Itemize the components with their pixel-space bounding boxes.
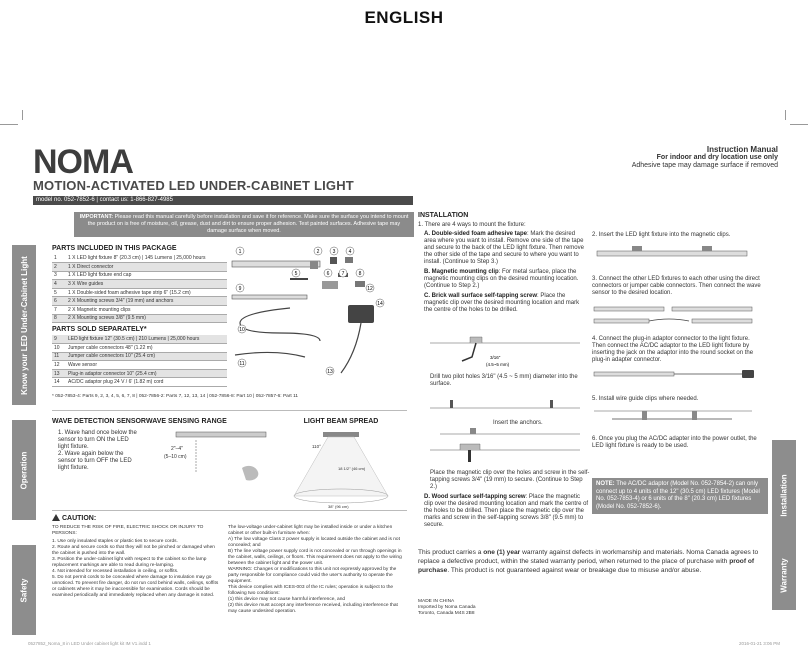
installation-methods xyxy=(418,222,586,314)
table-row: 9 LED light fixture 12" (30.5 cm) | 210 Lumens | 25,000 hours xyxy=(52,335,227,344)
fixture-illustration xyxy=(594,319,649,323)
beam-width: 38" (96 cm) xyxy=(328,504,349,509)
note-text: The AC/DC adaptor (Model No. 052-7854-2) can only connect up to 4 units of the 12" (30.5 cm) LED fixtures (Model No. 052-7853-4) or 6 units of the 8" (20.3 cm) LED fixtures (Model No. 052-7852-6). xyxy=(596,481,760,510)
model-bar: model no. 052-7852-6 | contact us: 1-866-827-4985 xyxy=(33,196,413,205)
safety-col2 xyxy=(228,525,406,615)
anchor-icon xyxy=(450,400,453,408)
table-row: 10 Jumper cable connectors 48" (1.22 m) xyxy=(52,344,227,353)
operation-step-1: 1. Wave hand once below the sensor to turn ON the LED light fixture. xyxy=(58,430,137,450)
figure-number-14-label: 14 xyxy=(377,301,383,307)
wave-range-diagram xyxy=(146,430,270,510)
caution-heading: CAUTION: xyxy=(52,514,96,522)
step2-illustration xyxy=(592,243,762,268)
figure-number-2-label: 2 xyxy=(316,249,320,255)
made-in-line: Imported by Noma Canada xyxy=(418,605,476,610)
manual-line2: Adhesive tape may damage surface if removed xyxy=(631,162,778,169)
led-fixture-8-illustration xyxy=(232,261,320,267)
drill-metric: (4.5~5 mm) xyxy=(486,362,510,367)
noma-logo xyxy=(33,146,168,176)
range-value: 2"–4" xyxy=(171,446,183,452)
table-row: 13 Plug-in adaptor connector 10" (25.4 cm) xyxy=(52,369,227,378)
important-text: Please read this manual carefully before installation and save it for reference. Make sure the surface you intend to mount the product on is free of moisture, oil, grease, dust and dirt to ensure proper adhesion. Test painted surfaces. Adhesive tape may damage surface when moved. xyxy=(87,214,409,234)
jumper-cable-illustration xyxy=(649,319,689,321)
wire-guide-illustration xyxy=(692,411,697,420)
table-row: 11 Jumper cable connectors 10" (25.4 cm) xyxy=(52,352,227,361)
parts-sold-table xyxy=(52,335,227,387)
clip-illustration xyxy=(632,246,642,251)
beam-spread-heading: LIGHT BEAM SPREAD xyxy=(303,418,379,425)
clip-illustration xyxy=(460,444,480,450)
safety-paragraph: WARNING: Changes or modifications to this unit not expressly approved by the party responsible for compliance could void the user's authority to operate the equipment. xyxy=(228,567,397,584)
beam-spread-diagram xyxy=(276,430,406,510)
safety-item: 3. Position the under-cabinet light with respect to the cabinet so the lamp replacement markings are able to read during re-lamping. xyxy=(52,557,207,568)
important-notice xyxy=(74,212,414,237)
screw-icon xyxy=(468,450,471,462)
note-label: NOTE: xyxy=(596,481,615,487)
wave-sensor-heading: WAVE DETECTION SENSOR xyxy=(52,418,146,425)
adaptor-cord-illustration xyxy=(341,323,361,373)
print-footer-left: 0527852_Noma_8 in LED Under cabinet light kit IM V1.indd 1 xyxy=(28,641,151,646)
table-row: 14 AC/DC adaptor plug 24 V / 6' (1.82 m) cord xyxy=(52,378,227,387)
safety-paragraph: (2) this device must accept any interference received, including interference that may cause undesired operation. xyxy=(228,603,398,614)
figure-number-6-label: 6 xyxy=(326,271,330,277)
tab-warranty: Warranty xyxy=(772,540,796,610)
anchor-illustration xyxy=(430,396,580,441)
table-row: 7 2 X Magnetic mounting clips xyxy=(52,306,227,315)
logo-text: NOMA xyxy=(33,146,133,176)
divider xyxy=(52,410,407,411)
table-row: 3 1 X LED light fixture end cap xyxy=(52,271,227,280)
fixture-illustration xyxy=(672,307,752,311)
step5-illustration xyxy=(592,405,762,427)
anchor-icon xyxy=(550,400,553,408)
figure-number-13-label: 13 xyxy=(327,369,333,375)
fixture-illustration xyxy=(692,319,752,323)
clip-illustration xyxy=(470,337,482,343)
tab-installation: Installation xyxy=(772,440,796,550)
drill-text: Drill two pilot holes 3/16" (4.5 ~ 5 mm) diameter into the surface. xyxy=(430,374,578,387)
installation-intro: 1. There are 4 ways to mount the fixture: xyxy=(418,222,526,228)
parts-footnote: * 052-7853-4: Parts 9, 2, 3, 4, 5, 6, 7, 8 | 052-7856-2: Parts 7, 12, 13, 14 | 052-7856-8: Part 10 | 052-7857-6: Part 11 xyxy=(52,394,299,399)
drill-illustration xyxy=(430,333,580,373)
made-in-line: Toronto, Canada M4S 2B8 xyxy=(418,611,475,616)
figure-number-10-label: 10 xyxy=(239,327,245,333)
beam-height: 18 1/2" (46 cm) xyxy=(338,466,366,471)
method-c: C. Brick wall surface self-tapping screw: Place the magnetic clip over the desired mounting location and mark the centre of the holes to be drilled. xyxy=(424,293,580,313)
safety-paragraph: A) The low voltage Class 2 power supply is located outside the cabinet and is not concealed; and xyxy=(228,537,400,548)
operation-step-2: 2. Wave again below the sensor to turn OFF the LED light fixture. xyxy=(58,451,132,471)
safety-paragraph: The low-voltage under-cabinet light may be installed inside or under a kitchen cabinet or other built-in furniture when: xyxy=(228,525,393,536)
figure-number-7-label: 7 xyxy=(341,271,345,277)
installation-heading: INSTALLATION xyxy=(418,212,469,219)
safety-paragraph: This device complies with ICES-003 of the IC rules; operation is subject to the following two conditions: xyxy=(228,585,394,596)
figure-number-9-label: 9 xyxy=(238,286,242,292)
manual-line1: For indoor and dry location use only xyxy=(656,154,778,161)
beam-spread-panel xyxy=(276,418,406,510)
method-b: B. Magnetic mounting clip: For metal surface, place the magnetic mounting clips on the desired mounting location. (Continue to Step 2.) xyxy=(424,269,579,289)
install-step-4: 4. Connect the plug-in adaptor connector to the light fixture. Then connect the AC/DC adaptor to the LED light fixture by inserting the jack on the adaptor into the round socket on the plug-in adapter connector. xyxy=(592,336,754,363)
figure-number-12-label: 12 xyxy=(367,286,373,292)
clip-text: Place the magnetic clip over the holes and screw in the self-tapping screws 3/4" (19 mm) to secure. (Continue to Step 2.) xyxy=(430,470,590,490)
manual-header xyxy=(632,146,778,170)
language-label: ENGLISH xyxy=(364,8,444,27)
range-metric: (5–10 cm) xyxy=(164,454,187,460)
wire-guide-illustration xyxy=(345,257,353,263)
adaptor-illustration xyxy=(348,305,374,323)
made-in-block xyxy=(418,599,476,617)
made-in-line: MADE IN CHINA xyxy=(418,599,455,604)
safety-paragraph: (1) this device may not cause harmful interference, and xyxy=(228,597,346,602)
install-step-2: 2. Insert the LED light fixture into the magnetic clips. xyxy=(592,232,731,238)
wave-sensor-illustration xyxy=(355,281,365,287)
parts-included-heading: PARTS INCLUDED IN THIS PACKAGE xyxy=(52,245,177,252)
drill-size: 3/16" xyxy=(490,355,501,360)
warning-icon xyxy=(52,514,60,521)
table-row: 8 2 X Mounting screws 3/8" (9.5 mm) xyxy=(52,314,227,323)
drill-icon xyxy=(462,343,476,361)
figure-number-5-label: 5 xyxy=(294,271,298,277)
wave-range-heading: WAVE SENSING RANGE xyxy=(146,418,227,425)
print-footer-right: 2016-01-21 3:06 PM xyxy=(738,641,780,646)
safety-item: 1. Use only insulated staples or plastic ties to secure cords. xyxy=(52,539,178,544)
beam-angle: 110° xyxy=(312,444,321,449)
figure-number-1-label: 1 xyxy=(238,249,242,255)
tab-operation: Operation xyxy=(12,420,36,520)
fixture-illustration xyxy=(597,251,747,256)
operation-steps xyxy=(58,430,138,472)
direct-connector-illustration xyxy=(310,261,318,269)
important-label: IMPORTANT: xyxy=(79,214,114,220)
table-row: 2 1 X Direct connector xyxy=(52,263,227,272)
wire-guide-illustration xyxy=(642,411,647,420)
safety-item: 2. Route and secure cords so that they will not be pinched or damaged when the cabinet is pushed into the wall. xyxy=(52,545,215,556)
parts-sold-heading: PARTS SOLD SEPARATELY* xyxy=(52,326,147,333)
parts-illustrations xyxy=(230,243,390,393)
adaptor-illustration xyxy=(742,370,754,378)
mounting-clip-illustration xyxy=(322,281,338,289)
install-step-6: 6. Once you plug the AC/DC adapter into the power outlet, the LED light fixture is ready to be used. xyxy=(592,436,757,449)
warranty-text: This product carries a one (1) year warranty against defects in workmanship and materials. Noma Canada agrees to replace a defective product, within the stated warranty period, when returned to the place of purchase with proof of purchase. This product is not guaranteed against wear or breakage due to misuse and/or abuse. xyxy=(418,549,759,574)
tab-know-your-light: Know your LED Under-Cabinet Light xyxy=(12,245,36,405)
parts-included-table xyxy=(52,254,227,323)
table-row: 4 3 X Wire guides xyxy=(52,280,227,289)
clip-screw-illustration xyxy=(430,440,580,470)
wave-range-panel xyxy=(146,418,270,510)
figure-number-8-label: 8 xyxy=(358,271,362,277)
figure-number-3-label: 3 xyxy=(332,249,336,255)
install-step-5: 5. Install wire guide clips where needed. xyxy=(592,396,699,402)
fixture-illustration xyxy=(594,372,674,376)
tab-safety: Safety xyxy=(12,545,36,635)
install-step-3: 3. Connect the other LED fixtures to each other using the direct connectors or jumper cable connectors. Then connect the wave sensor to the desired location. xyxy=(592,276,761,296)
hand-icon xyxy=(242,466,258,481)
safety-intro: TO REDUCE THE RISK OF FIRE, ELECTRIC SHOCK OR INJURY TO PERSONS: xyxy=(52,525,204,536)
step3-illustration xyxy=(592,303,762,327)
fixture-illustration xyxy=(323,432,359,437)
jumper-cable-48-illustration xyxy=(240,308,320,341)
table-row: 12 Wave sensor xyxy=(52,361,227,370)
step4-illustration xyxy=(592,367,762,383)
manual-title: Instruction Manual xyxy=(706,145,778,154)
figure-number-4-label: 4 xyxy=(348,249,352,255)
safety-item: 4. Not intended for recessed installation in ceiling, or soffits. xyxy=(52,569,179,574)
jumper-cable-10-illustration xyxy=(235,352,305,357)
installation-note xyxy=(592,478,768,514)
safety-list xyxy=(52,525,222,599)
clip-illustration xyxy=(702,246,712,251)
safety-paragraph: B) The line voltage power supply cord is not concealed or run through openings in the cabinet, walls, ceilings, or floors. This requirement does not apply to the wiring between the cabinet light and the power unit. xyxy=(228,549,402,566)
method-d: D. Wood surface self-tapping screw: Place the magnetic clip over the desired mounting location and mark the centre of the holes to be drilled. Then place the magnetic clip over the marks and screw in the self-tapping screws 3/8" (9.5 mm) to secure. xyxy=(424,494,589,528)
end-cap-illustration xyxy=(330,257,337,264)
method-a: A. Double-sided foam adhesive tape: Mark the desired area where you want to install. Remove one side of the tape and secure to the back of the LED light fixture. Then remove the other side of the tape and secure to where you want to install. (Continue to Step 3.) xyxy=(424,231,584,265)
fixture-illustration xyxy=(176,432,266,437)
fixture-illustration xyxy=(594,307,664,311)
table-row: 5 1 X Double-sided foam adhesive tape strip 6" (15.2 cm) xyxy=(52,288,227,297)
figure-number-11-label: 11 xyxy=(239,361,245,367)
product-title: MOTION-ACTIVATED LED UNDER-CABINET LIGHT xyxy=(33,178,354,193)
safety-item: 5. Do not permit cords to be concealed where damage to insulation may go unnoticed. To prevent fire danger, do not run cord behind walls, ceilings, soffits or cabinets where it may be inaccessible for examination. Cords should be examined periodically and immediately replaced when any damage is noted. xyxy=(52,575,219,598)
anchor-text: Insert the anchors. xyxy=(493,420,543,426)
table-row: 1 1 X LED light fixture 8" (20.3 cm) | 145 Lumens | 25,000 hours xyxy=(52,254,227,263)
table-row: 6 2 X Mounting screws 3/4" (19 mm) and anchors xyxy=(52,297,227,306)
divider xyxy=(52,510,407,511)
anchor-icon xyxy=(470,428,476,434)
led-fixture-12-illustration xyxy=(232,295,307,299)
